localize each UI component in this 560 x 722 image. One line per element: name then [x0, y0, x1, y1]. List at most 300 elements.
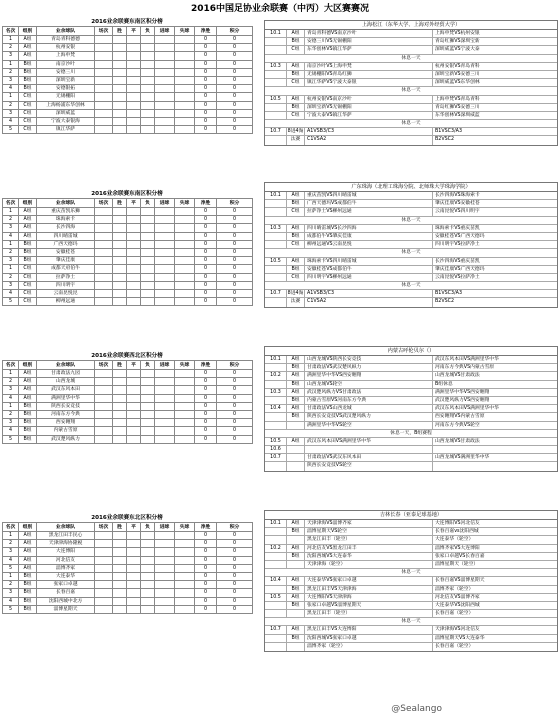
table-cell	[175, 68, 195, 76]
table-cell	[127, 273, 141, 281]
table-cell: 2	[3, 44, 19, 52]
schedule-row: 休息一天	[265, 618, 557, 626]
header-cell: 场次	[95, 199, 113, 208]
table-cell	[113, 298, 127, 306]
table-cell: A组	[19, 548, 37, 556]
table-cell: 2	[3, 378, 19, 386]
table-cell	[175, 52, 195, 60]
table-cell: 大连博阳	[37, 548, 95, 556]
table-row	[3, 427, 253, 435]
table-cell	[175, 378, 195, 386]
schedule-row: B组 成都伯牛VS肇庆佳康 安徽桂苍VS广西天德玛	[265, 233, 557, 241]
table-cell	[95, 44, 113, 52]
table-cell	[127, 117, 141, 125]
table-cell: 内蒙古雪原	[37, 427, 95, 435]
table-cell: 0	[217, 564, 253, 572]
venue-title: 内蒙古呼伦贝尔（）	[265, 347, 557, 356]
table-row	[3, 117, 253, 125]
table-cell: 0	[217, 224, 253, 232]
table-cell	[113, 240, 127, 248]
table-cell	[113, 216, 127, 224]
table-cell	[113, 540, 127, 548]
table-cell	[141, 589, 155, 597]
table-cell: 2	[3, 410, 19, 418]
table-cell: 0	[217, 101, 253, 109]
table-row	[3, 273, 253, 281]
table-cell	[141, 597, 155, 605]
table-cell: A组	[19, 52, 37, 60]
header-cell: 名次	[3, 523, 19, 532]
table-cell: 0	[195, 556, 217, 564]
table-cell	[113, 208, 127, 216]
table-cell: 满洲里华中华	[37, 394, 95, 402]
schedule-row: B组 沈阳西城VS张家口卓越 淄博星期天VS大连泰华	[265, 635, 557, 643]
header-cell: 场次	[95, 361, 113, 370]
header-cell: 失球	[175, 199, 195, 208]
header-cell: 进球	[155, 27, 175, 36]
table-cell: 4	[3, 117, 19, 125]
standings-table	[2, 514, 252, 614]
table-cell: A组	[19, 556, 37, 564]
header-cell: 净胜	[195, 523, 217, 532]
table-cell	[141, 402, 155, 410]
schedule-row: 休息一天	[265, 569, 557, 577]
table-cell	[127, 281, 141, 289]
header-cell: 胜	[113, 199, 127, 208]
table-cell	[95, 52, 113, 60]
table-cell	[175, 224, 195, 232]
schedule-row: 休息一天	[265, 87, 557, 95]
table-cell: 0	[217, 208, 253, 216]
schedule-row: 休息一天	[265, 217, 557, 225]
table-cell	[113, 435, 127, 443]
table-cell: 0	[195, 44, 217, 52]
table-cell	[95, 427, 113, 435]
page-title: 2016中国足协业余联赛（中丙）大区赛赛况	[190, 4, 370, 14]
schedule-row: 10.5 A组 武汉东风本田VS满洲里华中华 山西龙城VS甘肃政法	[265, 438, 557, 446]
table-cell: 0	[217, 232, 253, 240]
table-cell: 1	[3, 60, 19, 68]
table-cell: 黑龙江田丰民心	[37, 532, 95, 540]
schedule-row: 休息一天	[265, 55, 557, 63]
table-cell	[127, 435, 141, 443]
header-cell: 负	[141, 27, 155, 36]
table-row	[3, 532, 253, 540]
table-cell: 0	[217, 410, 253, 418]
table-cell	[127, 44, 141, 52]
table-cell	[127, 109, 141, 117]
table-cell	[141, 257, 155, 265]
table-cell	[95, 232, 113, 240]
table-cell	[175, 36, 195, 44]
table-cell	[155, 419, 175, 427]
table-cell	[141, 298, 155, 306]
table-cell	[95, 378, 113, 386]
table-cell	[127, 532, 141, 540]
table-cell: B组	[19, 248, 37, 256]
table-row	[3, 281, 253, 289]
standings-title: 2016业余联赛西北区积分榜	[91, 353, 163, 359]
table-cell	[155, 216, 175, 224]
table-cell: 3	[3, 76, 19, 84]
schedule-row: 黑龙江田丰（轮空） 大连泰华（轮空）	[265, 536, 557, 544]
table-cell: 0	[195, 435, 217, 443]
table-row	[3, 208, 253, 216]
table-cell: 0	[217, 378, 253, 386]
header-cell: 负	[141, 199, 155, 208]
table-cell	[95, 257, 113, 265]
table-cell: 长春百嘉	[37, 589, 95, 597]
table-cell: 0	[217, 556, 253, 564]
table-cell: 0	[195, 60, 217, 68]
header-cell: 净胜	[195, 199, 217, 208]
table-cell: 4	[3, 394, 19, 402]
table-cell	[175, 44, 195, 52]
table-cell	[95, 109, 113, 117]
table-cell: 0	[195, 386, 217, 394]
table-cell: 天津津海协隆税	[37, 540, 95, 548]
table-cell	[155, 402, 175, 410]
table-cell	[95, 370, 113, 378]
table-cell	[113, 581, 127, 589]
standings-title: 2016业余联赛东南区积分榜	[91, 191, 163, 197]
table-cell	[95, 298, 113, 306]
table-cell: B组	[19, 589, 37, 597]
table-cell	[95, 76, 113, 84]
table-row	[3, 85, 253, 93]
table-cell: 深圳威蓝	[37, 109, 95, 117]
table-cell: 0	[217, 419, 253, 427]
table-cell: B组	[19, 240, 37, 248]
table-cell: B组	[19, 427, 37, 435]
table-cell	[127, 378, 141, 386]
table-cell: 0	[217, 216, 253, 224]
table-cell: 0	[195, 289, 217, 297]
header-cell: 组别	[19, 361, 37, 370]
table-cell	[175, 109, 195, 117]
table-cell	[95, 224, 113, 232]
table-cell: 四川晴雷城	[37, 232, 95, 240]
table-cell: 0	[195, 298, 217, 306]
table-cell: 0	[195, 548, 217, 556]
schedule-row: C组 柳州远通VS云南昆悦 四川明宇VS拉萨净土	[265, 241, 557, 249]
table-cell	[175, 60, 195, 68]
table-cell: 3	[3, 548, 19, 556]
table-cell: 2	[3, 581, 19, 589]
table-cell	[113, 394, 127, 402]
schedule-row: 10.1 A组 天津津海VS淄博齐家 大连博阳VS河北信友	[265, 520, 557, 528]
table-row	[3, 386, 253, 394]
table-row	[3, 540, 253, 548]
table-cell: B组	[19, 605, 37, 613]
schedule-row: C组 东华创林VS镇江华萨 深圳威蓝VS宁波大泰	[265, 46, 557, 54]
header-cell: 净胜	[195, 361, 217, 370]
table-cell: 0	[195, 572, 217, 580]
table-cell: 0	[217, 298, 253, 306]
table-cell: 0	[195, 208, 217, 216]
table-cell	[155, 109, 175, 117]
schedule-row: 10.7 甘肃政法VS武汉东风本田 山西龙城VS满洲里华中华	[265, 454, 557, 462]
table-row	[3, 435, 253, 443]
table-cell	[95, 289, 113, 297]
table-cell	[155, 386, 175, 394]
table-cell	[175, 410, 195, 418]
header-cell: 平	[127, 523, 141, 532]
table-cell: B组	[19, 60, 37, 68]
table-cell	[113, 289, 127, 297]
table-cell: 长沙四海	[37, 224, 95, 232]
header-cell: 胜	[113, 27, 127, 36]
table-cell	[155, 564, 175, 572]
table-cell	[113, 52, 127, 60]
table-cell	[95, 68, 113, 76]
table-cell	[127, 208, 141, 216]
table-cell: 宁波大泰银海	[37, 117, 95, 125]
header-cell: 平	[127, 27, 141, 36]
table-row	[3, 44, 253, 52]
table-cell	[141, 44, 155, 52]
venue-title: 吉林长春（亚泰足球基地）	[265, 511, 557, 520]
table-cell	[141, 52, 155, 60]
table-cell: 0	[195, 232, 217, 240]
table-cell	[127, 410, 141, 418]
header-cell: 净胜	[195, 27, 217, 36]
table-cell: 0	[195, 402, 217, 410]
table-cell: 0	[195, 101, 217, 109]
table-cell: 甘肃政法九园	[37, 370, 95, 378]
table-cell: 0	[195, 126, 217, 134]
table-cell	[155, 60, 175, 68]
table-cell: 0	[217, 402, 253, 410]
standings-table	[2, 190, 252, 306]
schedule-row: 黑龙江田丰（轮空） 长春百嘉（轮空）	[265, 610, 557, 618]
table-row	[3, 60, 253, 68]
table-cell	[113, 44, 127, 52]
table-cell: 2	[3, 540, 19, 548]
table-cell	[127, 257, 141, 265]
schedule-row: B组 广西天德玛VS成都伯牛 肇庆佳康VS安徽桂苍	[265, 200, 557, 208]
header-cell: 积分	[217, 361, 253, 370]
table-cell	[155, 532, 175, 540]
header-cell: 失球	[175, 523, 195, 532]
table-cell	[95, 126, 113, 134]
table-row	[3, 68, 253, 76]
table-cell: 3	[3, 224, 19, 232]
standings-table	[2, 18, 252, 134]
table-row	[3, 556, 253, 564]
table-cell	[141, 556, 155, 564]
table-cell: 3	[3, 419, 19, 427]
table-row	[3, 378, 253, 386]
table-cell	[175, 101, 195, 109]
table-cell	[155, 68, 175, 76]
table-cell	[113, 265, 127, 273]
header-cell: 失球	[175, 361, 195, 370]
table-cell	[95, 532, 113, 540]
table-cell: 0	[217, 581, 253, 589]
table-cell: 0	[217, 597, 253, 605]
table-cell: 0	[217, 44, 253, 52]
table-cell: 拉萨净土	[37, 273, 95, 281]
table-cell: 0	[195, 605, 217, 613]
table-cell	[175, 435, 195, 443]
schedule-row: B组 内蒙古雪原VS河南东方今典 武汉楚风纵力VS西安翱翔	[265, 397, 557, 405]
table-cell: C组	[19, 273, 37, 281]
table-cell: 肇庆佳康	[37, 257, 95, 265]
header-cell: 名次	[3, 361, 19, 370]
schedule-row: B组 甘肃政法VS武汉楚风纵力 河南东方今典VS内蒙古雪原	[265, 364, 557, 372]
table-cell: C组	[19, 126, 37, 134]
table-cell	[127, 597, 141, 605]
table-cell: 4	[3, 289, 19, 297]
schedule-row: 10.3 A组 四川晴雷城VS长沙四海 珠海索卡VS重庆苗凯	[265, 225, 557, 233]
table-cell	[127, 402, 141, 410]
schedule-row: 10.5 A组 珠海索卡VS四川晴雷城 长沙四海VS重庆苗凯	[265, 258, 557, 266]
table-cell: C组	[19, 281, 37, 289]
schedule-row: C组 拉萨净土VS柳州远通 云南昆悦VS四川明宇	[265, 208, 557, 216]
table-cell	[141, 273, 155, 281]
table-cell	[95, 564, 113, 572]
table-cell	[141, 109, 155, 117]
table-cell: 重庆苗凯乐狮	[37, 208, 95, 216]
table-cell	[127, 370, 141, 378]
table-cell	[95, 216, 113, 224]
table-cell	[127, 419, 141, 427]
header-cell: 胜	[113, 523, 127, 532]
table-cell: C组	[19, 298, 37, 306]
table-cell	[155, 427, 175, 435]
schedule-row: C1VSA2 B2VSC2	[265, 298, 557, 306]
table-cell: 0	[195, 564, 217, 572]
table-cell: B组	[19, 402, 37, 410]
table-cell	[95, 240, 113, 248]
table-cell: A组	[19, 232, 37, 240]
schedule-row: C1VSA2 B2VSC2	[265, 136, 557, 144]
table-cell: A组	[19, 208, 37, 216]
table-cell: 0	[195, 52, 217, 60]
table-cell: 无锡棚阳	[37, 93, 95, 101]
table-cell	[95, 581, 113, 589]
table-cell	[175, 298, 195, 306]
schedule-row: 10.4 A组 大连泰华VS张家口卓越 长春百嘉VS淄博星期天	[265, 577, 557, 585]
header-cell: 积分	[217, 27, 253, 36]
table-cell: 4	[3, 232, 19, 240]
table-cell	[113, 85, 127, 93]
table-cell: 0	[195, 109, 217, 117]
header-cell: 平	[127, 361, 141, 370]
table-cell	[175, 240, 195, 248]
table-cell: 0	[217, 548, 253, 556]
table-cell: 0	[195, 257, 217, 265]
table-cell	[175, 419, 195, 427]
table-cell	[127, 298, 141, 306]
table-cell: 0	[195, 427, 217, 435]
table-row	[3, 224, 253, 232]
table-cell	[155, 540, 175, 548]
table-cell: 0	[217, 394, 253, 402]
table-cell: 3	[3, 281, 19, 289]
schedule-row: C组 四川明宇VS柳州远通 云南昆悦VS拉萨净土	[265, 274, 557, 282]
table-cell	[113, 76, 127, 84]
table-cell	[127, 232, 141, 240]
table-cell	[127, 564, 141, 572]
schedule-row: 10.5 A组 大连博阳VS天津津海 河北信友VS淄博齐家	[265, 594, 557, 602]
table-cell: 2	[3, 248, 19, 256]
table-cell: 3	[3, 52, 19, 60]
table-cell: 0	[217, 370, 253, 378]
table-cell	[175, 265, 195, 273]
table-cell: 0	[217, 93, 253, 101]
header-cell: 积分	[217, 523, 253, 532]
table-cell	[175, 386, 195, 394]
table-cell	[95, 36, 113, 44]
header-cell: 胜	[113, 361, 127, 370]
table-row	[3, 589, 253, 597]
table-cell	[95, 273, 113, 281]
table-cell	[141, 101, 155, 109]
table-cell	[141, 386, 155, 394]
table-cell: 5	[3, 605, 19, 613]
schedule-row: B组 沈阳西城VS大连泰华 张家口卓越VS长春百嘉	[265, 553, 557, 561]
table-cell	[175, 581, 195, 589]
table-cell	[155, 126, 175, 134]
table-cell	[155, 85, 175, 93]
table-cell	[127, 85, 141, 93]
table-cell	[113, 556, 127, 564]
table-cell: 1	[3, 532, 19, 540]
table-cell: B组	[19, 410, 37, 418]
table-row	[3, 109, 253, 117]
table-cell	[113, 548, 127, 556]
schedule-row: B组 安徽桂苍VS成都伯牛 肇庆佳康VS广西天德玛	[265, 266, 557, 274]
table-cell	[175, 556, 195, 564]
table-cell: 0	[217, 240, 253, 248]
schedule-row: 10.4 A组 甘肃政法VS山西龙城 武汉东风本田VS满洲里华中华	[265, 405, 557, 413]
table-cell	[141, 240, 155, 248]
table-cell	[155, 410, 175, 418]
table-cell: 张家口卓越	[37, 581, 95, 589]
table-cell: 3	[3, 386, 19, 394]
table-cell	[127, 93, 141, 101]
schedule-row: 10.2 A组 河北信友VS黑龙江田丰 淄博齐家VS大连博阳	[265, 545, 557, 553]
table-cell	[95, 93, 113, 101]
table-cell	[155, 36, 175, 44]
table-cell	[113, 36, 127, 44]
table-cell: 1	[3, 36, 19, 44]
table-cell: 1	[3, 208, 19, 216]
table-cell: A组	[19, 36, 37, 44]
table-cell: 1	[3, 265, 19, 273]
table-cell	[127, 52, 141, 60]
table-cell	[127, 101, 141, 109]
table-row	[3, 370, 253, 378]
table-cell	[127, 76, 141, 84]
table-cell: 上海杨浦东华创林	[37, 101, 95, 109]
table-cell: 5	[3, 126, 19, 134]
table-cell: 1	[3, 240, 19, 248]
header-cell: 场次	[95, 27, 113, 36]
schedule-table	[264, 20, 558, 146]
header-cell: 负	[141, 361, 155, 370]
table-cell	[95, 101, 113, 109]
schedule-row: 10.1 A组 重庆苗凯VS四川晴雷城 长沙四海VS珠海索卡	[265, 192, 557, 200]
table-cell	[127, 589, 141, 597]
table-cell: 2	[3, 68, 19, 76]
table-cell	[141, 572, 155, 580]
table-cell	[175, 93, 195, 101]
table-cell	[155, 93, 175, 101]
table-cell: 0	[217, 52, 253, 60]
